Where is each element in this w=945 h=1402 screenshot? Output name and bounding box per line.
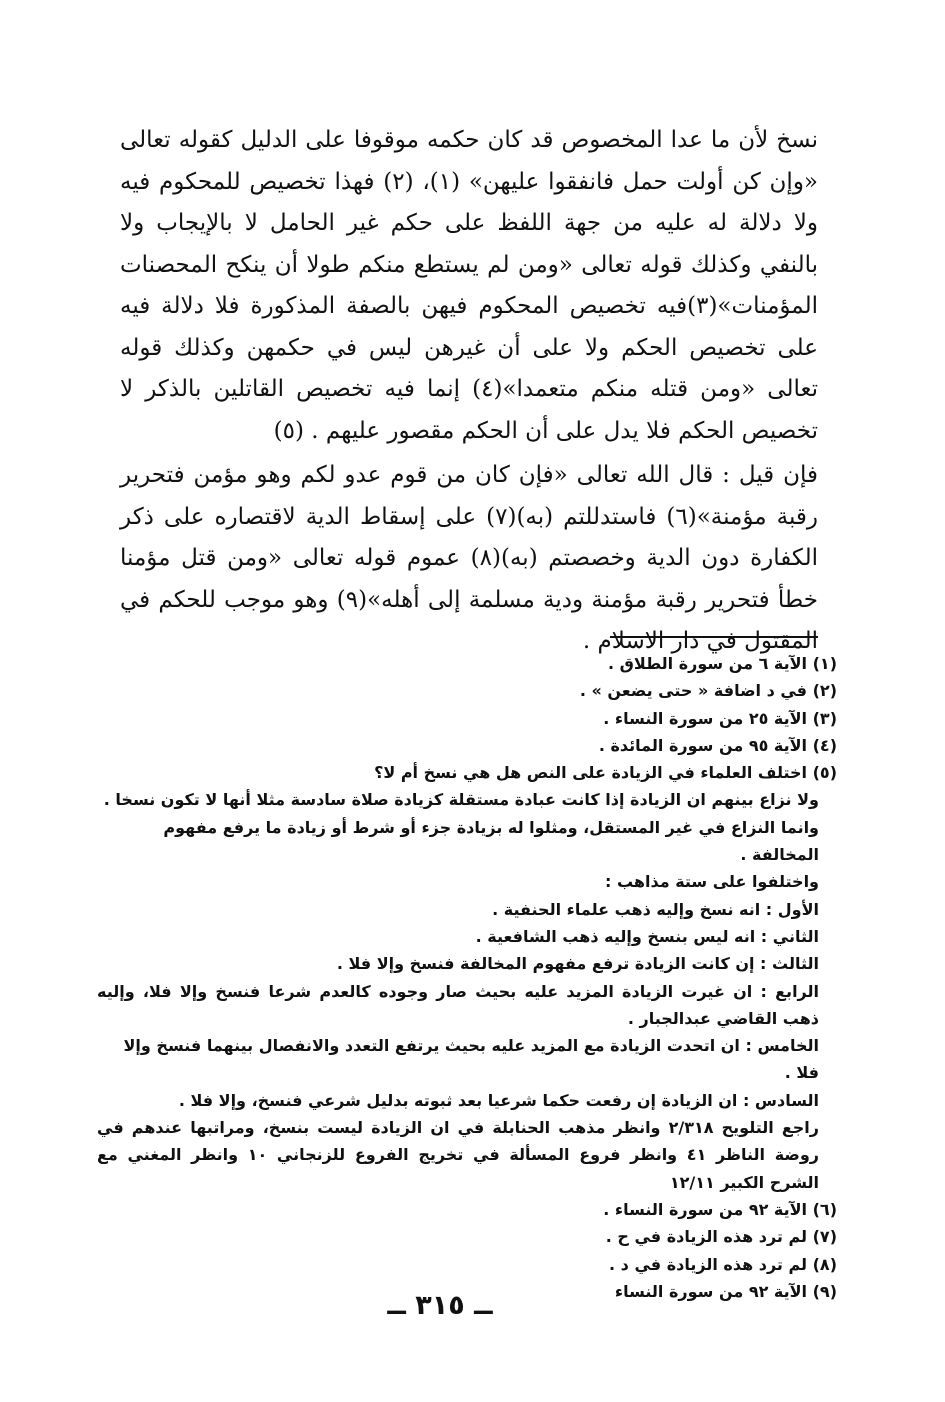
footnote-2: (٢) في د اضافة « حتى يضعن » . (579, 681, 837, 701)
footnote-1: (١) الآية ٦ من سورة الطلاق . (607, 654, 837, 673)
footnote-5: (٥) اختلف العلماء في الزيادة على النص هل هي نسخ أم لا؟ (374, 763, 837, 783)
footnote-9: (٩) الآية ٩٢ من سورة النساء (614, 1281, 837, 1301)
footnote-7: (٧) لم ترد هذه الزيادة في ح . (605, 1227, 837, 1247)
footnote-5-references: راجع التلويح ٢/٣١٨ وانظر مذهب الحنابلة في ان الزيادة ليست بنسخ، ومراتبها عندهم في روضة الناظر ٤١ وانظر فروع المسألة في تخريج الفروع للزنجاني ١٠ وانظر المغني مع الشرح الكبير ١٢/١١ (97, 1118, 820, 1192)
footnote-4: (٤) الآية ٩٥ من سورة المائدة . (598, 735, 837, 755)
footnote-5-line-h: الخامس : ان اتحدت الزيادة مع المزيد عليه بحيث يرتفع التعدد والانفصال بينهما فنسخ وإلا فلا . (123, 1036, 819, 1083)
footnote-5-line-c: واختلفوا على ستة مذاهب : (604, 872, 819, 892)
footnote-5-line-a: ولا نزاع بينهم ان الزيادة إذا كانت عبادة مستقلة كزيادة صلاة سادسة مثلا أنها لا تكون نسخا . (103, 790, 819, 810)
footnote-5-line-g: الرابع : ان غيرت الزيادة المزيد عليه بحيث صار وجوده كالعدم شرعا فنسخ وإلا فلا، وإليه ذهب القاضي عبدالجبار . (97, 981, 819, 1028)
body-paragraph-2: فإن قيل : قال الله تعالى «فإن كان من قوم عدو لكم وهو مؤمن فتحرير رقبة مؤمنة»(٦) فاستدللتم (به)(٧) على إسقاط الدية لاقتصاره على ذكر الكفارة دون الدية وخصصتم (به)(٨) عموم قوله تعالى «ومن قتل مؤمنا خطأ فتحرير رقبة مؤمنة ودية مسلمة إلى أهله»(٩) وهو موجب للحكم في المقتول في دار الاسلام . (120, 462, 819, 654)
footnote-5-line-i: السادس : ان الزيادة إن رفعت حكما شرعيا بعد ثبوته بدليل شرعي فنسخ، وإلا فلا . (178, 1090, 819, 1110)
footnote-5-line-b: وانما النزاع في غير المستقل، ومثلوا له بزيادة جزء أو شرط أو زيادة ما يرفع مفهوم المخالفة . (163, 817, 819, 865)
footnote-5-line-f: الثالث : إن كانت الزيادة ترفع مفهوم المخالفة فنسخ وإلا فلا . (336, 954, 819, 974)
footnotes (97, 650, 837, 1305)
footnote-separator (610, 636, 818, 638)
footnote-5-line-d: الأول : انه نسخ وإليه ذهب علماء الحنفية . (492, 899, 819, 919)
footnote-6: (٦) الآية ٩٢ من سورة النساء . (603, 1199, 837, 1219)
body-paragraph-1: نسخ لأن ما عدا المخصوص قد كان حكمه موقوفا على الدليل كقوله تعالى «وإن كن أولت حمل فانفقوا عليهن» (١)، (٢) فهذا تخصيص للمحكوم فيه ولا دلالة له عليه من جهة اللفظ على حكم غير الحامل لا بالإيجاب ولا بالنفي وكذلك قوله تعالى «ومن لم يستطع منكم طولا أن ينكح المحصنات المؤمنات»(٣)فيه تخصيص المحكوم فيهن بالصفة المذكورة فلا دلالة فيه على تخصيص الحكم ولا على أن غيرهن ليس في حكمهن وكذلك قوله تعالى «ومن قتله منكم متعمدا»(٤) إنما فيه تخصيص القاتلين بالذكر لا تخصيص الحكم فلا يدل على أن الحكم مقصور عليهم . (٥) (120, 127, 818, 444)
footnote-8: (٨) لم ترد هذه الزيادة في د . (609, 1254, 837, 1274)
footnote-5-line-e: الثاني : انه ليس بنسخ وإليه ذهب الشافعية . (475, 926, 819, 946)
footnote-3: (٣) الآية ٢٥ من سورة النساء . (603, 708, 837, 728)
page-number: ــ ٣١٥ ــ (387, 1290, 493, 1321)
